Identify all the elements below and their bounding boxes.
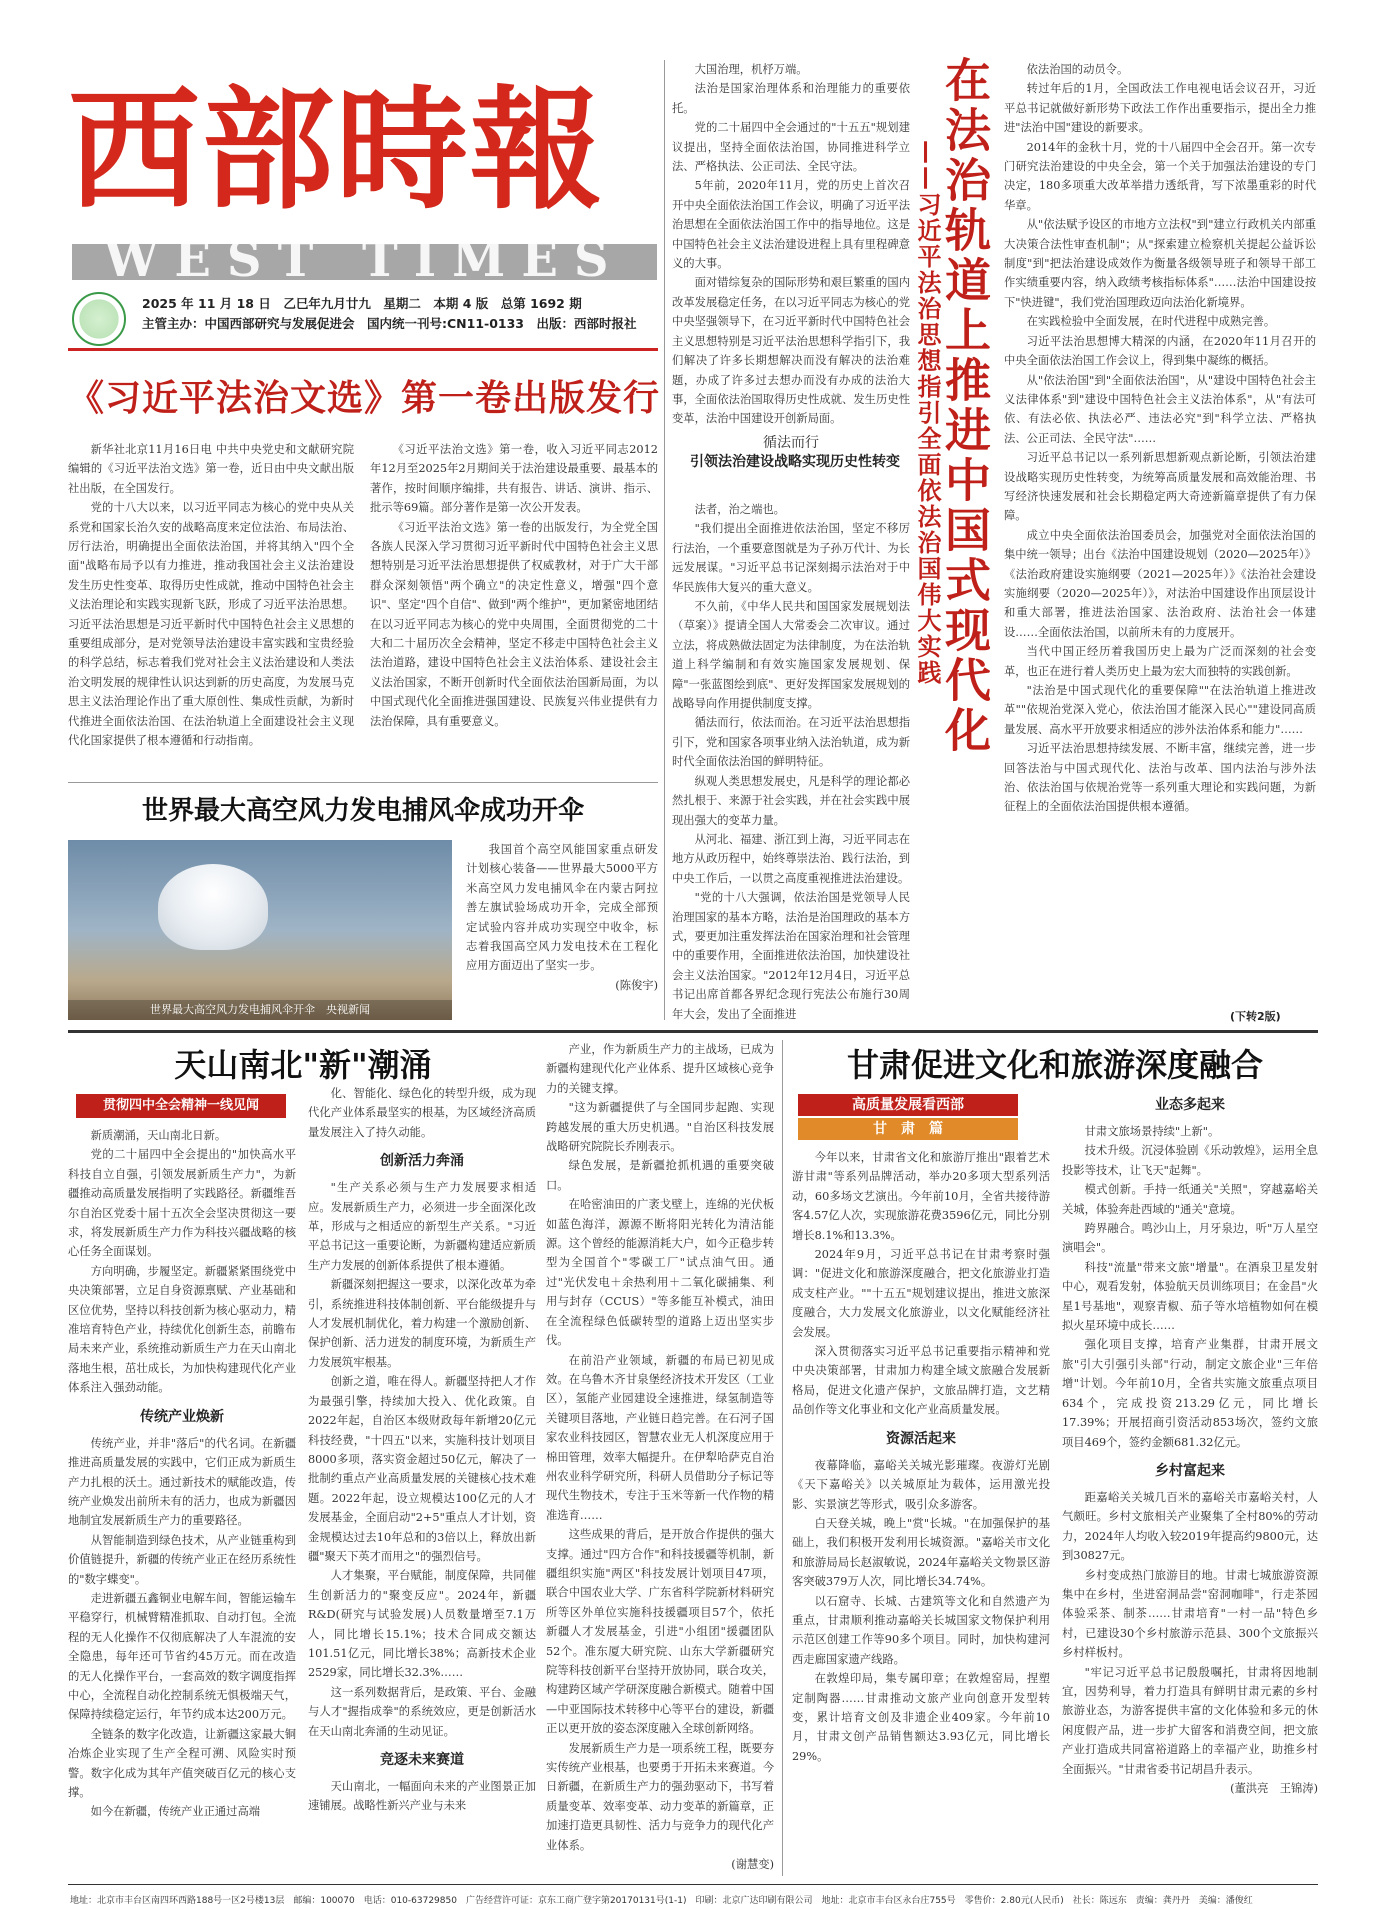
gansu-paragraph: 跨界融合。鸣沙山上，月牙泉边，听"万人星空演唱会"。 — [1062, 1222, 1318, 1255]
feature-paragraph: "我们提出全面推进依法治国，坚定不移厉行法治，一个重要意图就是为子孙万代计、为长远发展谋。"习近平总书记深刻揭示法治对于中华民族伟大复兴的重大意义。 — [672, 522, 910, 594]
feature-column-2 — [1004, 60, 1316, 817]
gansu-column-2 — [1062, 1094, 1318, 1876]
gansu-paragraph: 以石窟寺、长城、古建筑等文化和自然遗产为重点，甘肃顺利推动嘉峪关长城国家文物保护利用示范区创建工作等90多个项目。同时，加快构建河西走廊国家遗产线路。 — [792, 1594, 1050, 1666]
footer-info: 地址：北京市丰台区南四环西路188号一区2号楼13层 邮编：100070 电话：010-63729850 广告经营许可证：京东工商广登字第20170131号(1-1) 印刷：北京广达印刷有限公司 地址：北京市丰台区永台庄755号 零售价：2.80元(人民币) 社长：陈远东 责编：龚丹丹 美编：潘俊红 — [70, 1896, 1253, 1906]
gansu-tag-1: 高质量发展看西部 — [798, 1094, 1018, 1116]
feature-paragraph: 法治是国家治理体系和治理能力的重要依托。 — [672, 82, 910, 115]
lead-paragraph: 新华社北京11月16日电 中共中央党史和文献研究院编辑的《习近平法治文选》第一卷，近日由中央文献出版社出版，在全国发行。 — [68, 443, 354, 495]
gansu-paragraph: 深入贯彻落实习近平总书记重要指示精神和党中央决策部署，甘肃加力构建全域文旅融合发展新格局，促进文化遗产保护，文旅品牌打造，文艺精品创作等文化事业和文化产业高质量发展。 — [792, 1345, 1050, 1417]
feature-paragraph: 2014年的金秋十月，党的十八届四中全会召开。第一次专门研究法治建设的中央全会，第一个关于加强法治建设的专门决定，180多项重大改革举措力透纸背，写下浓墨重彩的时代华章。 — [1004, 140, 1316, 212]
column-divider — [664, 60, 665, 1020]
gansu-paragraph: 在敦煌印局，集专属印章；在敦煌窑局，捏塑定制陶器……甘肃推动文旅产业向创意开发型转变，累计培育文创及非遗企业409家。今年前10月，甘肃文创产品销售额达3.93亿元，同比增长29%。 — [792, 1672, 1050, 1763]
lead-paragraph: 《习近平法治文选》第一卷的出版发行，为全党全国各族人民深入学习贯彻习近平新时代中国特色社会主义思想特别是习近平法治思想提供了权威教材，对于广大干部群众深刻领悟"两个确立"的决定性意义，增强"四个意识"、坚定"四个自信"、做到"两个维护"，更加紧密地团结在以习近平同志为核心的党中央周围，全面贯彻党的二十大和二十届历次全会精神，坚定不移走中国特色社会主义法治道路，建设中国特色社会主义法治体系、建设社会主义法治国家，不断开创新时代全面依法治国新局面，为以中国式现代化全面推进强国建设、民族复兴伟业提供有力法治保障，具有重要意义。 — [370, 520, 658, 728]
tianshan-subhead: 创新活力奔涌 — [380, 1153, 464, 1170]
feature-subhead: 引领法治建设战略实现历史性转变 — [690, 454, 900, 470]
column-divider — [782, 1040, 783, 1876]
tianshan-subhead: 传统产业焕新 — [140, 1408, 224, 1425]
gansu-paragraph: 甘肃文旅场景持续"上新"。 — [1084, 1125, 1220, 1138]
photo-caption: 世界最大高空风力发电捕风伞开伞 央视新闻 — [68, 1000, 452, 1020]
feature-column-1-top — [672, 60, 910, 429]
feature-vertical-title: 在法治轨道上推进中国式现代化 — [938, 56, 992, 756]
tianshan-paragraph: "生产关系必须与生产力发展要求相适应。发展新质生产力，必须进一步全面深化改革，形成与之相适应的新型生产关系。"习近平总书记这一重要论断，为新疆构建适应新质生产力发展的创新体系提供了根本遵循。 — [308, 1181, 536, 1272]
feature-paragraph: 习近平总书记以一系列新思想新观点新论断，引领法治建设战略实现历史性转变，为统筹高质量发展和高效能治理、书写经济快速发展和社会长期稳定两大奇迹新篇章提供了有力保障。 — [1004, 451, 1316, 523]
tianshan-paragraph: 这一系列数据背后，是政策、平台、金融与人才"握指成拳"的系统效应，更是创新活水在天山南北奔涌的生动见证。 — [308, 1685, 536, 1738]
gansu-paragraph: 2024年9月，习近平总书记在甘肃考察时强调："促进文化和旅游深度融合，把文化旅游业打造成支柱产业。""十五五"规划建议提出，推进文旅深度融合，大力发展文化旅游业，以文化赋能经济社会发展。 — [792, 1248, 1050, 1339]
masthead-rule — [68, 348, 658, 351]
tianshan-paragraph: 产业，作为新质生产力的主战场，已成为新疆构建现代化产业体系、提升区域核心竞争力的关键支撑。 — [546, 1043, 774, 1095]
feature-paragraph: 从河北、福建、浙江到上海，习近平同志在地方从政历程中，始终尊崇法治、践行法治，到中央工作后，一以贯之高度重视推进法治建设。 — [672, 832, 910, 885]
tianshan-paragraph: "这为新疆提供了与全国同步起跑、实现跨越发展的重大历史机遇。"自治区科技发展战略研究院院长乔刚表示。 — [546, 1101, 774, 1154]
wind-paragraph: 我国首个高空风能国家重点研发计划核心装备——世界最大5000平方米高空风力发电捕风伞在内蒙古阿拉善左旗试验场成功开伞，完成全部预定试验内容并成功实现空中收伞，标志着我国高空风力发电技术在工程化应用方面迈出了坚实一步。 — [466, 843, 658, 973]
feature-paragraph: 5年前，2020年11月，党的历史上首次召开中央全面依法治国工作会议，明确了习近平法治思想在全面依法治国工作中的指导地位。这是中国特色社会主义法治建设进程上具有里程碑意义的大事。 — [672, 179, 910, 271]
gansu-subhead: 业态多起来 — [1155, 1097, 1225, 1113]
gansu-paragraph: 夜幕降临，嘉峪关关城光影璀璨。夜游灯光剧《天下嘉峪关》以关城原址为载体，运用激光投影、实景演艺等形式，吸引众多游客。 — [792, 1458, 1050, 1511]
wind-text-block — [466, 840, 658, 995]
tianshan-paragraph: 化、智能化、绿色化的转型升级，成为现代化产业体系最坚实的根基，为区域经济高质量发展注入了持久动能。 — [308, 1087, 536, 1139]
tianshan-paragraph: 新质潮涌，天山南北日新。 — [90, 1129, 227, 1142]
tianshan-paragraph: 发展新质生产力是一项系统工程，既要夯实传统产业根基，也要勇于开拓未来赛道。今日新疆，在新质生产力的强劲驱动下，书写着质量变革、效率变革、动力变革的新篇章，正加速打造更具韧性、活力与竞争力的现代化产业体系。 — [546, 1741, 774, 1852]
tianshan-paragraph: 全链条的数字化改造，让新疆这家最大铜冶炼企业实现了生产全程可溯、风险实时预警。数字化成为其年产值突破百亿元的核心支撑。 — [68, 1727, 296, 1799]
feature-paragraph: 从"依法治国"到"全面依法治国"，从"建设中国特色社会主义法律体系"到"建设中国特色社会主义法治体系"，从"有法可依、有法必依、执法必严、违法必究"到"科学立法、严格执法、公正司法、全民守法"…… — [1004, 373, 1316, 445]
feature-paragraph: 依法治国的动员令。 — [1026, 63, 1129, 76]
wind-headline: 世界最大高空风力发电捕风伞成功开伞 — [141, 796, 584, 826]
tianshan-paragraph: 从智能制造到绿色技术，从产业链重构到价值链提升，新疆的传统产业正在经历系统性的"数字蝶变"。 — [68, 1533, 296, 1586]
gansu-subhead: 资源活起来 — [886, 1430, 956, 1447]
lead-column-1 — [68, 440, 354, 751]
tianshan-author: (谢慧变) — [731, 1858, 774, 1872]
tianshan-paragraph: 传统产业，并非"落后"的代名词。在新疆推进高质量发展的实践中，它们正成为新质生产力扎根的沃土。通过新技术的赋能改造，传统产业焕发出前所未有的活力，也成为新疆因地制宜发展新质生产力的重要路径。 — [68, 1436, 296, 1528]
gansu-tag-2: 甘 肃 篇 — [798, 1118, 1018, 1140]
feature-paragraph: 转过年后的1月，全国政法工作电视电话会议召开，习近平总书记就做好新形势下政法工作作出重要指示，提出全力推进"法治中国"建设的新要求。 — [1004, 82, 1316, 135]
masthead-logo: 西部時報 — [68, 73, 604, 228]
gansu-paragraph: 科技"流量"带来文旅"增量"。在酒泉卫星发射中心，观看发射，体验航天员训练项目；在金昌"火星1号基地"，观察青椒、茄子等水培植物如何在模拟火星环境中成长…… — [1062, 1260, 1318, 1333]
gansu-paragraph: 今年以来，甘肃省文化和旅游厅推出"跟着艺术游甘肃"等系列品牌活动，举办20多项大型系列活动，60多场文艺演出。今年前10月，全省共接待游客4.57亿人次，实现旅游花费3596亿元，同比分别增长8.1%和13.3%。 — [792, 1151, 1050, 1242]
section-divider — [68, 782, 658, 783]
feature-paragraph: 从"依法赋予设区的市地方立法权"到"建立行政机关内部重大决策合法性审查机制"；从"探索建立检察机关提起公益诉讼制度"到"把法治建设成效作为衡量各级领导班子和领导干部工作实绩重要内容，纳入政绩考核指标体系"……法治中国建设按下"快进键"，我们党治国理政迈向法治化新境界。 — [1004, 218, 1316, 309]
gansu-column-1 — [792, 1148, 1050, 1876]
gansu-author: (董洪亮 王锦涛) — [1230, 1782, 1318, 1795]
emblem-icon — [72, 292, 126, 346]
gansu-paragraph: 距嘉峪关关城几百米的嘉峪关市嘉峪关村，人气颇旺。乡村文旅相关产业聚集了全村80%的劳动力，2024年人均收入较2019年提高约9800元，达到30827元。 — [1062, 1490, 1318, 1563]
lead-column-2 — [370, 440, 658, 731]
lead-paragraph: 党的十八大以来，以习近平同志为核心的党中央从关系党和国家长治久安的战略高度来定位法治、布局法治、厉行法治，明确提出全面依法治国，并将其纳入"四个全面"战略布局予以有力推进，推动我国社会主义法治建设发生历史性变革、取得历史性成就，推动中国特色社会主义法治理论和实践实现新飞跃，形成了习近平法治思想。习近平法治思想是习近平新时代中国特色社会主义思想的重要组成部分，是对党领导法治建设丰富实践和宝贵经验的科学总结，标志着我们党对社会主义法治建设和人类法治文明发展的规律性认识达到新的历史高度，为发展马克思主义法治理论作出了重大原创性、集成性贡献，为新时代推进全面依法治国、在法治轨道上全面建设社会主义现代化国家提供了根本遵循和行动指南。 — [68, 501, 354, 748]
feature-paragraph: 循法而行，依法而治。在习近平法治思想指引下，党和国家各项事业纳入法治轨道，成为新时代全面依法治国的鲜明特征。 — [672, 716, 910, 769]
footer-rule — [68, 1884, 1318, 1885]
feature-paragraph: 纵观人类思想发展史，凡是科学的理论都必然扎根于、来源于社会实践，并在社会实践中展现出强大的变革力量。 — [672, 774, 910, 827]
feature-paragraph: 面对错综复杂的国际形势和艰巨繁重的国内改革发展稳定任务，在以习近平同志为核心的党中央坚强领导下，在习近平新时代中国特色社会主义思想特别是习近平法治思想科学指引下，我们解决了许多长期想解决而没有解决的法治难题，办成了许多过去想办而没有办成的法治大事，全面依法治国取得历史性成就、发生历史性变革，法治中国建设开创新局面。 — [672, 276, 910, 426]
gansu-paragraph: 乡村变成热门旅游目的地。甘肃七城旅游资源集中在乡村，坐进窑洞品尝"窑洞咖啡"，行走茶园体验采茶、制茶……甘肃培育"一村一品"特色乡村，已建设30个乡村旅游示范县、300个文旅振兴乡村样板村。 — [1062, 1568, 1318, 1660]
parachute-image — [158, 864, 268, 950]
gansu-paragraph: 白天登关城，晚上"赏"长城。"在加强保护的基础上，我们积极开发利用长城资源。"嘉峪关市文化和旅游局局长赵淑敏说，2024年嘉峪关文物景区游客突破379万人次，同比增长34.74%。 — [792, 1516, 1050, 1589]
gansu-paragraph: 模式创新。手持一纸通关"关照"，穿越嘉峪关关城，体验奔赴西域的"通关"意境。 — [1062, 1183, 1318, 1216]
tianshan-paragraph: 天山南北，一幅面向未来的产业图景正加速铺展。战略性新兴产业与未来 — [308, 1780, 536, 1813]
masthead-english: WEST TIMES — [104, 232, 625, 288]
feature-paragraph: 当代中国正经历着我国历史上最为广泛而深刻的社会变革，也正在进行着人类历史上最为宏大而独特的实践创新。 — [1004, 645, 1316, 678]
tianshan-paragraph: 在前沿产业领域，新疆的布局已初见成效。在乌鲁木齐甘泉堡经济技术开发区（工业区），氢能产业园建设全速推进，绿氢制造等关键项目落地，产业链日趋完善。在石河子国家农业科技园区，智慧农业无人机深度应用于棉田管理，效率大幅提升。在伊犁哈萨克自治州农业科学研究所，科研人员借助分子标记等现代生物技术，专注于玉米等新一代作物的精准选育…… — [546, 1353, 774, 1522]
publisher-line: 主管主办：中国西部研究与发展促进会 国内统一刊号:CN11-0133 出版：西部时报社 — [142, 316, 637, 331]
feature-vertical-subtitle: ——习近平法治思想指引全面依法治国伟大实践 — [913, 140, 941, 686]
tianshan-subhead: 竞逐未来赛道 — [380, 1752, 464, 1768]
page-rule — [68, 1030, 1318, 1033]
wind-author: (陈俊宇) — [615, 978, 658, 992]
feature-paragraph: "党的十八大强调，依法治国是党领导人民治理国家的基本方略，法治是治国理政的基本方式，要更加注重发挥法治在国家治理和社会管理中的重要作用，全面推进依法治国，加快建设社会主义法治国家。"2012年12月4日，习近平总书记出席首都各界纪念现行宪法公布施行30周年大会，发出了全面推进 — [672, 891, 910, 1021]
tianshan-paragraph: 方向明确，步履坚定。新疆紧紧围绕党中央决策部署，立足自身资源禀赋、产业基础和区位优势，坚持以科技创新为核心驱动力，精准培育特色产业，持续优化创新生态，前瞻布局未来产业，系统推动新质生产力在天山南北落地生根，茁壮成长，为加快构建现代化产业体系注入强劲动能。 — [68, 1264, 296, 1395]
tianshan-paragraph: 走进新疆五鑫铜业电解车间，智能运输车平稳穿行，机械臂精准抓取、自动打包。全流程的无人化操作不仅彻底解决了人车混流的安全隐患，每年还可节省约45万元。而在改造的无人化操作平台，一套高效的数字调度指挥中心，全流程自动化控制系统无惧极端天气，保障持续稳定运行，年节约成本达200万元。 — [68, 1591, 296, 1722]
tianshan-paragraph: 新疆深刻把握这一要求，以深化改革为牵引，系统推进科技体制创新、平台能级提升与人才发展机制优化，着力构建一个激励创新、保护创新、活力迸发的制度环境，为新质生产力发展筑牢根基。 — [308, 1278, 536, 1369]
tianshan-paragraph: 在哈密油田的广袤戈壁上，连绵的光伏板如蓝色海洋，源源不断将阳光转化为清洁能源。这个曾经的能源消耗大户，如今正稳步转型为全国首个"零碳工厂"试点油气田。通过"光伏发电＋余热利用＋二氧化碳捕集、利用与封存（CCUS）"等多能互补模式，油田在全流程绿色低碳转型的道路上迈出坚实步伐。 — [546, 1198, 774, 1348]
feature-jump: (下转2版) — [1230, 1010, 1281, 1023]
wind-photo — [68, 840, 452, 1020]
gansu-paragraph: "牢记习近平总书记殷殷嘱托，甘肃将因地制宜，因势利导，着力打造具有鲜明甘肃元素的乡村旅游业态，为游客提供丰富的文化体验和多元的休闲度假产品，进一步扩大留客和消费空间，把文旅产业打造成共同富裕道路上的幸福产业，助推乡村全面振兴。"甘肃省委书记胡昌升表示。 — [1062, 1665, 1318, 1776]
tianshan-column-2 — [308, 1084, 536, 1876]
feature-kicker: 循法而行 — [763, 435, 819, 451]
gansu-paragraph: 技术升级。沉浸体验剧《乐动敦煌》，运用全息投影等技术，让飞天"起舞"。 — [1062, 1144, 1318, 1177]
tianshan-tag: 贯彻四中全会精神一线见闻 — [76, 1094, 286, 1118]
feature-paragraph: 法者，治之端也。 — [694, 503, 785, 516]
tianshan-paragraph: 这些成果的背后，是开放合作提供的强大支撑。通过"四方合作"和科技援疆等机制，新疆组织实施"两区"科技发展计划项目47项，联合中国农业大学、广东省科学院新材料研究所等区外单位实施科技援疆项目57个，依托新疆人才发展基金，引进"小组团"援疆团队52个。准东厦大研究院、山东大学新疆研究院等科技创新平台坚持开放协同，联合攻关，构建跨区域产学研深度融合新模式。随着中国—中亚国际技术转移中心等平台的建设，新疆正以更开放的姿态深度融入全球创新网络。 — [546, 1528, 774, 1736]
tianshan-paragraph: 绿色发展，是新疆抢抓机遇的重要突破口。 — [546, 1159, 774, 1192]
feature-column-1-bottom — [672, 500, 910, 1024]
feature-paragraph: 党的二十届四中全会通过的"十五五"规划建议提出，坚持全面依法治国，协同推进科学立法、严格执法、公正司法、全民守法。 — [672, 121, 910, 174]
feature-paragraph: 在实践检验中全面发展，在时代进程中成熟完善。 — [1026, 315, 1276, 329]
gansu-paragraph: 强化项目支撑，培育产业集群，甘肃开展文旅"引大引强引头部"行动，制定文旅企业"三年倍增"计划。今年前10月，全省共实施文旅重点项目634个，完成投资213.29亿元，同比增长17.39%；开展招商引资活动853场次，签约文旅项目469个，签约金额681.32亿元。 — [1062, 1338, 1318, 1449]
lead-headline: 《习近平法治文选》第一卷出版发行 — [68, 378, 661, 419]
feature-paragraph: "法治是中国式现代化的重要保障""在法治轨道上推进改革""依规治党深入党心，依法治国才能深入民心""建设同高质量发展、高水平开放要求相适应的涉外法治体系和能力"…… — [1004, 684, 1316, 736]
tianshan-paragraph: 党的二十届四中全会提出的"加快高水平科技自立自强，引领发展新质生产力"，为新疆推动高质量发展指明了实践路径。新疆维吾尔自治区党委十届十五次全会坚决贯彻这一要求，将发展新质生产力作为科技兴疆战略的核心任务全面谋划。 — [68, 1148, 296, 1259]
lead-paragraph: 《习近平法治文选》第一卷，收入习近平同志2012年12月至2025年2月期间关于法治建设最重要、最基本的著作，按时间顺序编排，共有报告、讲话、演讲、指示、批示等69篇。部分著作是第一次公开发表。 — [370, 443, 658, 515]
tianshan-column-1 — [68, 1126, 296, 1876]
feature-paragraph: 大国治理，机杼万端。 — [694, 63, 808, 76]
tianshan-paragraph: 如今在新疆，传统产业正通过高端 — [90, 1805, 261, 1819]
date-line: 2025 年 11 月 18 日 乙巳年九月廿九 星期二 本期 4 版 总第 1692 期 — [142, 296, 582, 311]
gansu-headline: 甘肃促进文化和旅游深度融合 — [846, 1046, 1263, 1084]
feature-paragraph: 习近平法治思想持续发展、不断丰富，继续完善，进一步回答法治与中国式现代化、法治与改革、国内法治与涉外法治、依法治国与依规治党等一系列重大理论和实践问题，为新征程上的全面依法治国提供根本遵循。 — [1004, 742, 1316, 814]
feature-paragraph: 习近平法治思想博大精深的内涵，在2020年11月召开的中央全面依法治国工作会议上，得到集中凝练的概括。 — [1004, 334, 1316, 368]
tianshan-headline: 天山南北"新"潮涌 — [174, 1046, 432, 1084]
tianshan-paragraph: 创新之道，唯在得人。新疆坚持把人才作为最强引擎，持续加大投入、优化政策。自2022年起，自治区本级财政每年新增20亿元科技经费，"十四五"以来，实施科技计划项目8000多项，落实资金超过50亿元，解决了一批制约重点产业高质量发展的关键核心技术难题。2022年起，设立规模达100亿元的人才发展基金，全面启动"2+5"重点人才计划，资金规模达过去10年总和的3倍以上，释放出新疆"聚天下英才而用之"的强烈信号。 — [308, 1375, 536, 1563]
feature-paragraph: 成立中央全面依法治国委员会，加强党对全面依法治国的集中统一领导；出台《法治中国建设规划（2020—2025年）》《法治政府建设实施纲要（2021—2025年）》《法治社会建设实施纲要（2020—2025年）》，对法治中国建设作出顶层设计和重大部署，推进法治国家、法治政府、法治社会一体建设……全面依法治国，以前所未有的力度展开。 — [1004, 528, 1316, 639]
tianshan-paragraph: 人才集聚，平台赋能，制度保障，共同催生创新活力的"聚变反应"。2024年，新疆R&D(研究与试验发展)人员数量增至7.1万人，同比增长15.1%；技术合同成交额达101.51亿元，同比增长38%；高新技术企业2529家，同比增长32.3%…… — [308, 1569, 536, 1680]
gansu-subhead: 乡村富起来 — [1155, 1462, 1225, 1479]
feature-paragraph: 不久前，《中华人民共和国国家发展规划法（草案）》提请全国人大常委会二次审议。通过立法，将成熟做法固定为法律制度，为在法治轨道上科学编制和有效实施国家发展规划、保障"一张蓝图绘到底"、更好发挥国家发展规划的战略导向作用提供制度支撑。 — [672, 600, 910, 711]
tianshan-column-3 — [546, 1040, 774, 1876]
